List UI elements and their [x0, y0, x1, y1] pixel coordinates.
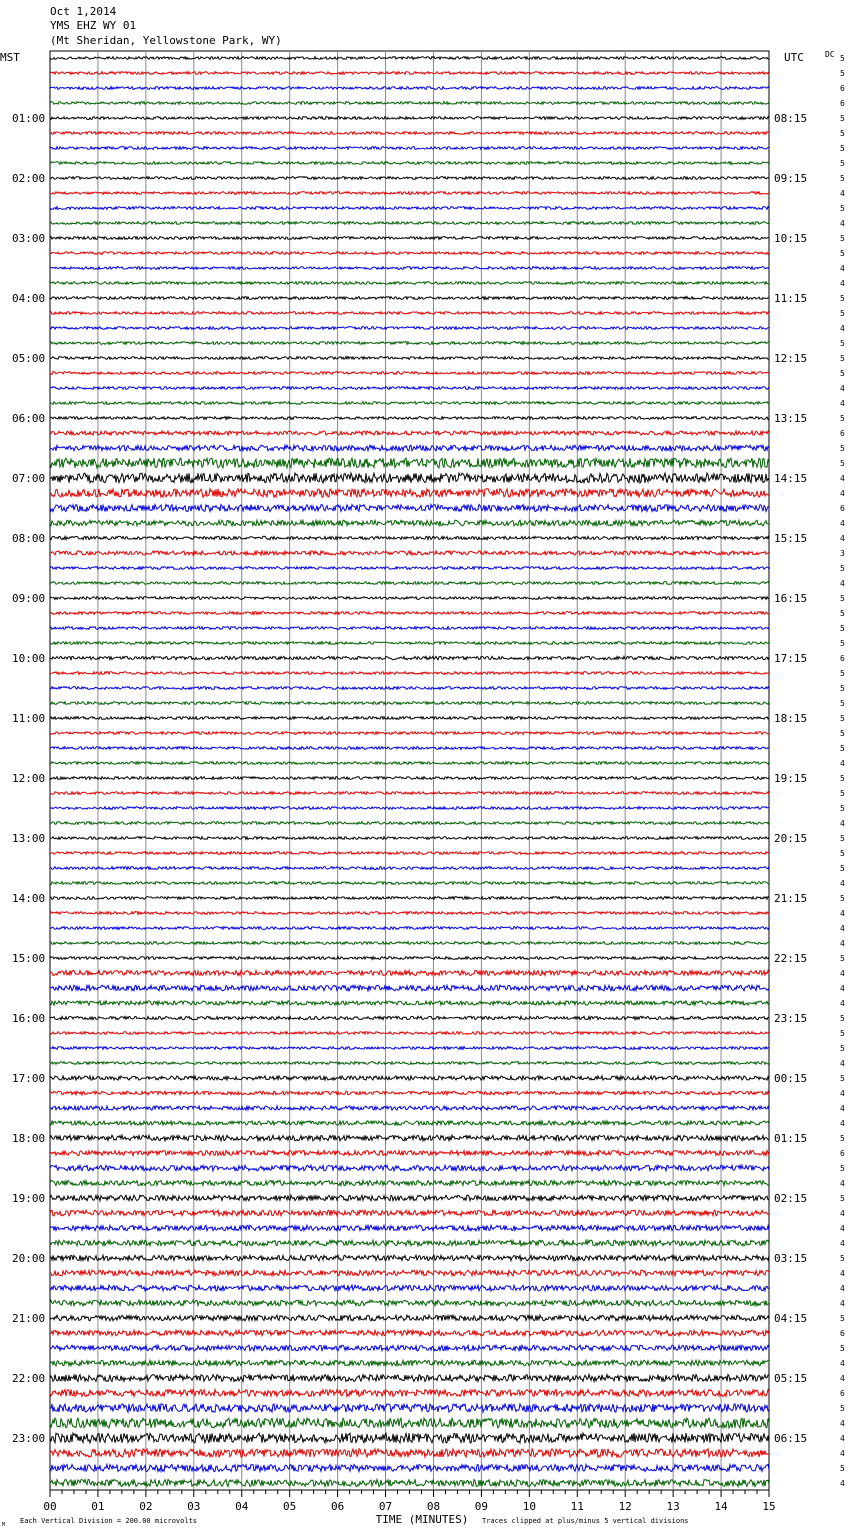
dc-offset-label: 4: [840, 1209, 845, 1218]
dc-offset-label: 5: [840, 624, 845, 633]
dc-offset-label: 4: [840, 1419, 845, 1428]
trace-row: [50, 327, 769, 330]
dc-offset-label: 4: [840, 924, 845, 933]
trace-row: [50, 402, 769, 405]
trace-row: [50, 837, 769, 840]
dc-offset-label: 4: [840, 399, 845, 408]
dc-offset-label: 4: [840, 489, 845, 498]
dc-offset-label: 5: [840, 639, 845, 648]
utc-time-label: 23:15: [774, 1012, 808, 1025]
dc-offset-label: 5: [840, 894, 845, 903]
mst-time-label: 17:00: [12, 1072, 46, 1085]
dc-offset-label: 6: [840, 654, 845, 663]
trace-row: [50, 1255, 769, 1261]
scale-note: Each Vertical Division = 200.00 microvolts: [20, 1517, 198, 1525]
dc-offset-label: 5: [840, 729, 845, 738]
dc-offset-label: 5: [840, 234, 845, 243]
trace-row: [50, 357, 769, 360]
x-tick-label: 05: [283, 1500, 297, 1513]
dc-offset-label: 4: [840, 519, 845, 528]
trace-row: [50, 867, 769, 870]
trace-row: [50, 536, 769, 539]
trace-row: [50, 1360, 769, 1366]
dc-offset-label: 4: [840, 1224, 845, 1233]
dc-offset-label: 4: [840, 1059, 845, 1068]
trace-row: [50, 1016, 769, 1019]
dc-offset-label: 4: [840, 819, 845, 828]
trace-row: [50, 985, 769, 991]
trace-row: [50, 473, 769, 483]
dc-offset-label: 5: [840, 1314, 845, 1323]
utc-time-label: 03:15: [774, 1252, 808, 1265]
dc-offset-label: 5: [840, 1134, 845, 1143]
x-tick-label: 09: [474, 1500, 489, 1513]
trace-row: [50, 1121, 769, 1125]
utc-time-label: 13:15: [774, 412, 808, 425]
trace-row: [50, 489, 769, 497]
dc-offset-label: 4: [840, 1179, 845, 1188]
trace-row: [50, 612, 769, 615]
mst-label: MST: [0, 51, 20, 64]
utc-time-label: 05:15: [774, 1372, 808, 1385]
trace-row: [50, 520, 769, 526]
trace-row: [50, 597, 769, 600]
trace-row: [50, 1390, 769, 1397]
mst-time-label: 08:00: [12, 532, 46, 545]
utc-time-label: 15:15: [774, 532, 808, 545]
trace-row: [50, 702, 769, 705]
dc-offset-label: 4: [840, 909, 845, 918]
dc-offset-label: 5: [840, 564, 845, 573]
x-tick-label: 10: [522, 1500, 536, 1513]
dc-offset-label: 5: [840, 54, 845, 63]
dc-offset-label: 3: [840, 549, 845, 558]
trace-row: [50, 102, 769, 105]
trace-row: [50, 1076, 769, 1080]
dc-offset-label: 6: [840, 99, 845, 108]
trace-row: [50, 852, 769, 855]
dc-offset-label: 4: [840, 1104, 845, 1113]
trace-row: [50, 732, 769, 735]
utc-time-label: 16:15: [774, 592, 808, 605]
dc-offset-label: 6: [840, 1149, 845, 1158]
trace-row: [50, 505, 769, 512]
trace-row: [50, 1032, 769, 1035]
corner-mark: M: [2, 1522, 6, 1528]
trace-row: [50, 792, 769, 795]
dc-offset-label: 4: [840, 189, 845, 198]
trace-row: [50, 147, 769, 150]
trace-row: [50, 1404, 769, 1412]
dc-offset-label: 5: [840, 1044, 845, 1053]
chart-location: (Mt Sheridan, Yellowstone Park, WY): [50, 34, 282, 47]
mst-time-label: 14:00: [12, 892, 46, 905]
dc-offset-label: 6: [840, 429, 845, 438]
dc-offset-label: 5: [840, 1014, 845, 1023]
dc-offset-label: 5: [840, 294, 845, 303]
dc-offset-label: 5: [840, 594, 845, 603]
dc-offset-label: 4: [840, 279, 845, 288]
x-tick-label: 01: [91, 1500, 105, 1513]
trace-row: [50, 1225, 769, 1231]
dc-offset-label: 4: [840, 999, 845, 1008]
trace-row: [50, 971, 769, 976]
utc-time-label: 22:15: [774, 952, 808, 965]
dc-offset-label: 5: [840, 1164, 845, 1173]
trace-row: [50, 912, 769, 915]
trace-row: [50, 717, 769, 720]
dc-offset-label: 5: [840, 669, 845, 678]
dc-label: DC: [825, 50, 835, 59]
trace-row: [50, 582, 769, 585]
trace-row: [50, 372, 769, 375]
dc-offset-label: 4: [840, 474, 845, 483]
x-tick-label: 11: [570, 1500, 584, 1513]
trace-row: [50, 1165, 769, 1171]
mst-time-label: 09:00: [12, 592, 46, 605]
mst-time-label: 05:00: [12, 352, 46, 365]
dc-offset-label: 4: [840, 1434, 845, 1443]
mst-time-label: 02:00: [12, 172, 46, 185]
dc-offset-label: 5: [840, 174, 845, 183]
dc-offset-label: 4: [840, 1284, 845, 1293]
dc-offset-label: 5: [840, 114, 845, 123]
dc-offset-label: 5: [840, 1254, 845, 1263]
trace-row: [50, 87, 769, 90]
trace-row: [50, 567, 769, 570]
trace-row: [50, 1195, 769, 1201]
dc-offset-label: 5: [840, 1029, 845, 1038]
trace-row: [50, 1106, 769, 1110]
dc-offset-label: 5: [840, 684, 845, 693]
trace-row: [50, 551, 769, 555]
trace-row: [50, 1315, 769, 1321]
mst-time-label: 07:00: [12, 472, 46, 485]
trace-row: [50, 267, 769, 270]
dc-offset-label: 5: [840, 864, 845, 873]
dc-offset-label: 4: [840, 264, 845, 273]
trace-row: [50, 458, 769, 468]
trace-row: [50, 1210, 769, 1216]
trace-row: [50, 1062, 769, 1065]
trace-row: [50, 897, 769, 900]
x-tick-label: 06: [330, 1500, 345, 1513]
dc-offset-label: 6: [840, 1329, 845, 1338]
utc-time-label: 14:15: [774, 472, 808, 485]
dc-offset-label: 4: [840, 1119, 845, 1128]
trace-row: [50, 222, 769, 225]
x-tick-label: 12: [618, 1500, 632, 1513]
utc-time-label: 20:15: [774, 832, 808, 845]
utc-time-label: 18:15: [774, 712, 808, 725]
trace-row: [50, 207, 769, 210]
utc-time-label: 10:15: [774, 232, 808, 245]
utc-time-label: 01:15: [774, 1132, 808, 1145]
chart-date: Oct 1,2014: [50, 5, 117, 18]
mst-time-label: 23:00: [12, 1432, 46, 1445]
trace-row: [50, 1418, 769, 1428]
dc-offset-label: 5: [840, 1464, 845, 1473]
dc-offset-label: 5: [840, 204, 845, 213]
trace-row: [50, 1151, 769, 1156]
dc-offset-label: 5: [840, 1344, 845, 1353]
dc-offset-label: 6: [840, 1389, 845, 1398]
utc-time-label: 19:15: [774, 772, 808, 785]
dc-offset-label: 5: [840, 849, 845, 858]
trace-row: [50, 72, 769, 75]
dc-offset-label: 4: [840, 219, 845, 228]
x-tick-label: 02: [139, 1500, 153, 1513]
mst-time-label: 04:00: [12, 292, 46, 305]
trace-row: [50, 1345, 769, 1351]
trace-row: [50, 342, 769, 345]
trace-row: [50, 1449, 769, 1457]
dc-offset-label: 4: [840, 1269, 845, 1278]
trace-row: [50, 252, 769, 255]
dc-offset-label: 6: [840, 504, 845, 513]
utc-time-label: 12:15: [774, 352, 808, 365]
trace-row: [50, 1375, 769, 1382]
trace-row: [50, 1270, 769, 1276]
trace-row: [50, 957, 769, 960]
dc-offset-label: 5: [840, 804, 845, 813]
dc-offset-label: 5: [840, 1194, 845, 1203]
dc-offset-label: 5: [840, 144, 845, 153]
chart-station: YMS EHZ WY 01: [50, 19, 137, 32]
trace-row: [50, 762, 769, 765]
dc-offset-label: 5: [840, 249, 845, 258]
trace-row: [50, 882, 769, 885]
dc-offset-label: 4: [840, 1449, 845, 1458]
trace-row: [50, 1091, 769, 1095]
dc-offset-label: 6: [840, 84, 845, 93]
dc-offset-label: 5: [840, 699, 845, 708]
dc-offset-label: 5: [840, 954, 845, 963]
trace-row: [50, 1285, 769, 1291]
mst-time-label: 15:00: [12, 952, 46, 965]
trace-row: [50, 132, 769, 135]
trace-row: [50, 807, 769, 810]
x-tick-label: 04: [235, 1500, 249, 1513]
trace-row: [50, 237, 769, 240]
dc-offset-label: 5: [840, 609, 845, 618]
mst-time-label: 10:00: [12, 652, 46, 665]
mst-time-label: 11:00: [12, 712, 46, 725]
trace-row: [50, 1240, 769, 1246]
dc-offset-label: 5: [840, 834, 845, 843]
trace-row: [50, 1330, 769, 1336]
trace-row: [50, 57, 769, 60]
x-tick-label: 03: [187, 1500, 201, 1513]
trace-row: [50, 192, 769, 195]
trace-row: [50, 1465, 769, 1472]
trace-row: [50, 672, 769, 675]
dc-offset-label: 5: [840, 369, 845, 378]
utc-time-label: 04:15: [774, 1312, 808, 1325]
clip-note: Traces clipped at plus/minus 5 vertical divisions: [482, 1517, 689, 1525]
trace-row: [50, 312, 769, 315]
dc-offset-label: 4: [840, 759, 845, 768]
dc-offset-label: 5: [840, 159, 845, 168]
dc-offset-label: 4: [840, 939, 845, 948]
dc-offset-label: 4: [840, 1089, 845, 1098]
trace-row: [50, 445, 769, 451]
trace-row: [50, 1181, 769, 1186]
dc-offset-label: 5: [840, 744, 845, 753]
utc-time-label: 06:15: [774, 1432, 808, 1445]
trace-row: [50, 642, 769, 645]
x-tick-label: 00: [43, 1500, 57, 1513]
utc-time-label: 21:15: [774, 892, 808, 905]
utc-time-label: 17:15: [774, 652, 808, 665]
trace-row: [50, 417, 769, 420]
mst-time-label: 12:00: [12, 772, 46, 785]
mst-time-label: 22:00: [12, 1372, 46, 1385]
dc-offset-label: 5: [840, 354, 845, 363]
dc-offset-label: 4: [840, 1479, 845, 1488]
trace-row: [50, 927, 769, 930]
dc-offset-label: 5: [840, 459, 845, 468]
trace-row: [50, 177, 769, 180]
trace-row: [50, 627, 769, 630]
x-tick-label: 14: [714, 1500, 728, 1513]
dc-offset-label: 4: [840, 324, 845, 333]
trace-row: [50, 282, 769, 285]
mst-time-label: 20:00: [12, 1252, 46, 1265]
dc-offset-label: 5: [840, 1404, 845, 1413]
dc-offset-label: 5: [840, 129, 845, 138]
trace-row: [50, 1047, 769, 1050]
trace-row: [50, 431, 769, 435]
mst-time-label: 19:00: [12, 1192, 46, 1205]
x-tick-label: 13: [666, 1500, 680, 1513]
x-tick-label: 08: [426, 1500, 441, 1513]
trace-row: [50, 1480, 769, 1487]
utc-time-label: 09:15: [774, 172, 808, 185]
trace-row: [50, 777, 769, 780]
dc-offset-label: 4: [840, 579, 845, 588]
trace-row: [50, 297, 769, 300]
dc-offset-label: 4: [840, 1299, 845, 1308]
trace-row: [50, 656, 769, 659]
dc-offset-label: 5: [840, 714, 845, 723]
mst-time-label: 16:00: [12, 1012, 46, 1025]
trace-row: [50, 387, 769, 390]
mst-time-label: 03:00: [12, 232, 46, 245]
mst-time-label: 18:00: [12, 1132, 46, 1145]
dc-offset-label: 5: [840, 789, 845, 798]
dc-offset-label: 5: [840, 69, 845, 78]
dc-offset-label: 5: [840, 444, 845, 453]
utc-time-label: 08:15: [774, 112, 808, 125]
trace-row: [50, 1135, 769, 1141]
dc-offset-label: 4: [840, 384, 845, 393]
dc-offset-label: 5: [840, 309, 845, 318]
trace-row: [50, 942, 769, 945]
utc-label: UTC: [784, 51, 804, 64]
trace-row: [50, 162, 769, 165]
dc-offset-label: 5: [840, 414, 845, 423]
trace-row: [50, 822, 769, 825]
mst-time-label: 01:00: [12, 112, 46, 125]
dc-offset-label: 5: [840, 774, 845, 783]
mst-time-label: 13:00: [12, 832, 46, 845]
dc-offset-label: 4: [840, 534, 845, 543]
dc-offset-label: 5: [840, 1074, 845, 1083]
trace-row: [50, 747, 769, 750]
dc-offset-label: 5: [840, 339, 845, 348]
x-tick-label: 15: [762, 1500, 776, 1513]
trace-row: [50, 1300, 769, 1306]
trace-row: [50, 687, 769, 690]
utc-time-label: 11:15: [774, 292, 808, 305]
dc-offset-label: 4: [840, 1359, 845, 1368]
x-tick-label: 07: [378, 1500, 393, 1513]
dc-offset-label: 4: [840, 1239, 845, 1248]
dc-offset-label: 4: [840, 1374, 845, 1383]
x-axis-label: TIME (MINUTES): [375, 1513, 469, 1526]
dc-offset-label: 4: [840, 969, 845, 978]
utc-time-label: 02:15: [774, 1192, 808, 1205]
dc-offset-label: 4: [840, 984, 845, 993]
dc-offset-label: 4: [840, 879, 845, 888]
trace-row: [50, 1433, 769, 1443]
trace-row: [50, 1001, 769, 1005]
utc-time-label: 00:15: [774, 1072, 808, 1085]
trace-row: [50, 117, 769, 120]
mst-time-label: 06:00: [12, 412, 46, 425]
mst-time-label: 21:00: [12, 1312, 46, 1325]
